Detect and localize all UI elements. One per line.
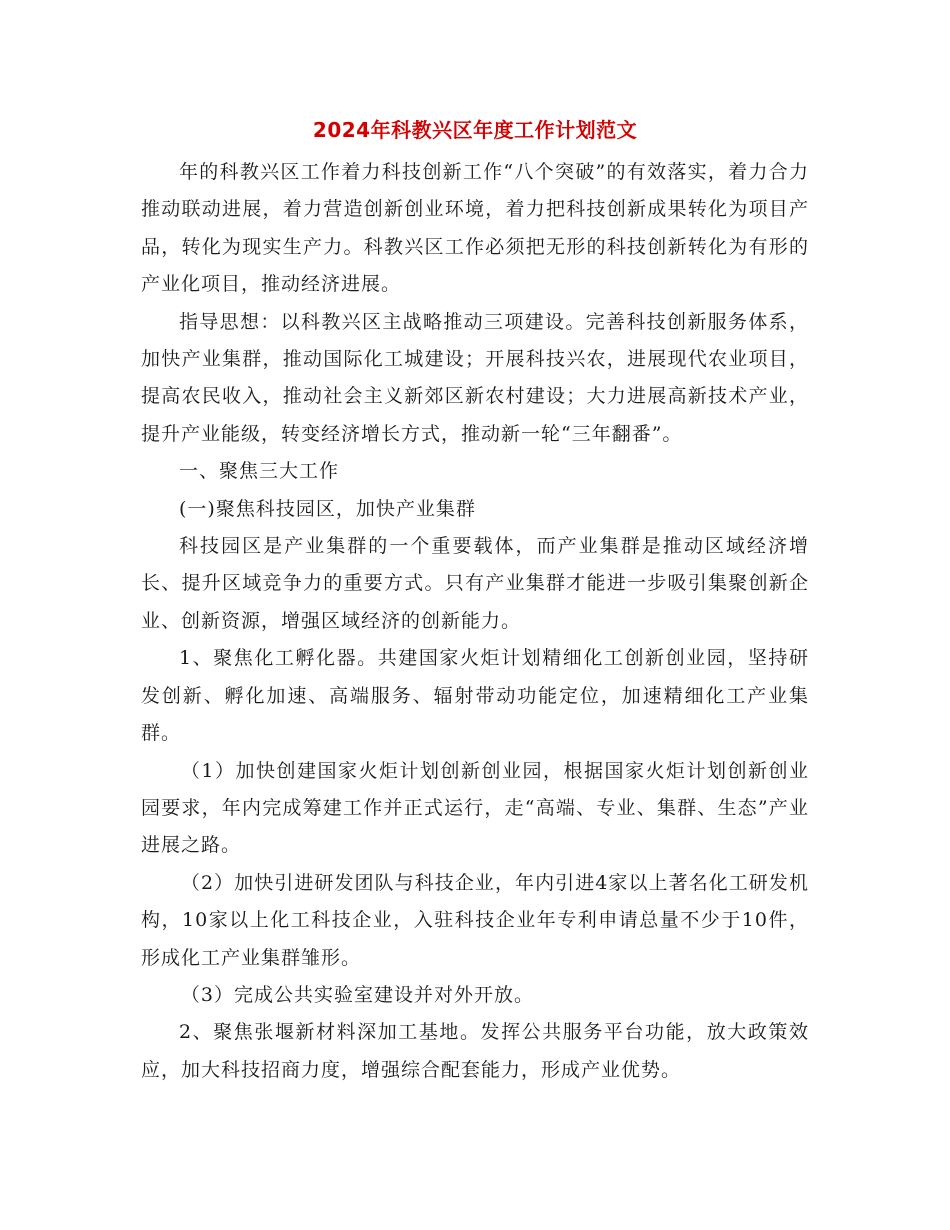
sub-item-2: （2）加快引进研发团队与科技企业，年内引进4家以上著名化工研发机构，10家以上化工科技企业，入驻科技企业年专利申请总量不少于10件，形成化工产业集群雏形。 xyxy=(141,871,809,969)
sub-item-1: （1）加快创建国家火炬计划创新创业园，根据国家火炬计划创新创业园要求，年内完成筹建工作并正式运行，走“高端、专业、集群、生态”产业进展之路。 xyxy=(141,759,809,857)
list-item-new-materials-base: 2、聚焦张堰新材料深加工基地。发挥公共服务平台功能，放大政策效应，加大科技招商力度，增强综合配套能力，形成产业优势。 xyxy=(141,1021,809,1081)
document-title: 2024年科教兴区年度工作计划范文 xyxy=(312,118,638,142)
sub-item-3: （3）完成公共实验室建设并对外开放。 xyxy=(180,983,534,1006)
paragraph-science-park: 科技园区是产业集群的一个重要载体，而产业集群是推动区域经济增长、提升区域竞争力的重要方式。只有产业集群才能进一步吸引集聚创新企业、创新资源，增强区域经济的创新能力。 xyxy=(141,535,809,632)
paragraph-intro: 年的科教兴区工作着力科技创新工作“八个突破”的有效落实，着力合力推动联动进展，着力营造创新创业环境，着力把科技创新成果转化为项目产品，转化为现实生产力。科教兴区工作必须把无形的科技创新转化为有形的产业化项目，推动经济进展。 xyxy=(141,161,809,296)
section-heading: 一、聚焦三大工作 xyxy=(179,460,340,483)
list-item-chemical-incubator: 1、聚焦化工孵化器。共建国家火炬计划精细化工创新创业园，坚持研发创新、孵化加速、高端服务、辐射带动功能定位，加速精细化工产业集群。 xyxy=(141,647,809,745)
subsection-heading: (一)聚焦科技园区，加快产业集群 xyxy=(179,497,476,520)
paragraph-guiding-ideology: 指导思想：以科教兴区主战略推动三项建设。完善科技创新服务体系，加快产业集群，推动国际化工城建设；开展科技兴农，进展现代农业项目，提高农民收入，推动社会主义新郊区新农村建设；大力进展高新技术产业，提升产业能级，转变经济增长方式，推动新一轮“三年翻番”。 xyxy=(141,310,809,445)
document-body xyxy=(141,154,809,1089)
